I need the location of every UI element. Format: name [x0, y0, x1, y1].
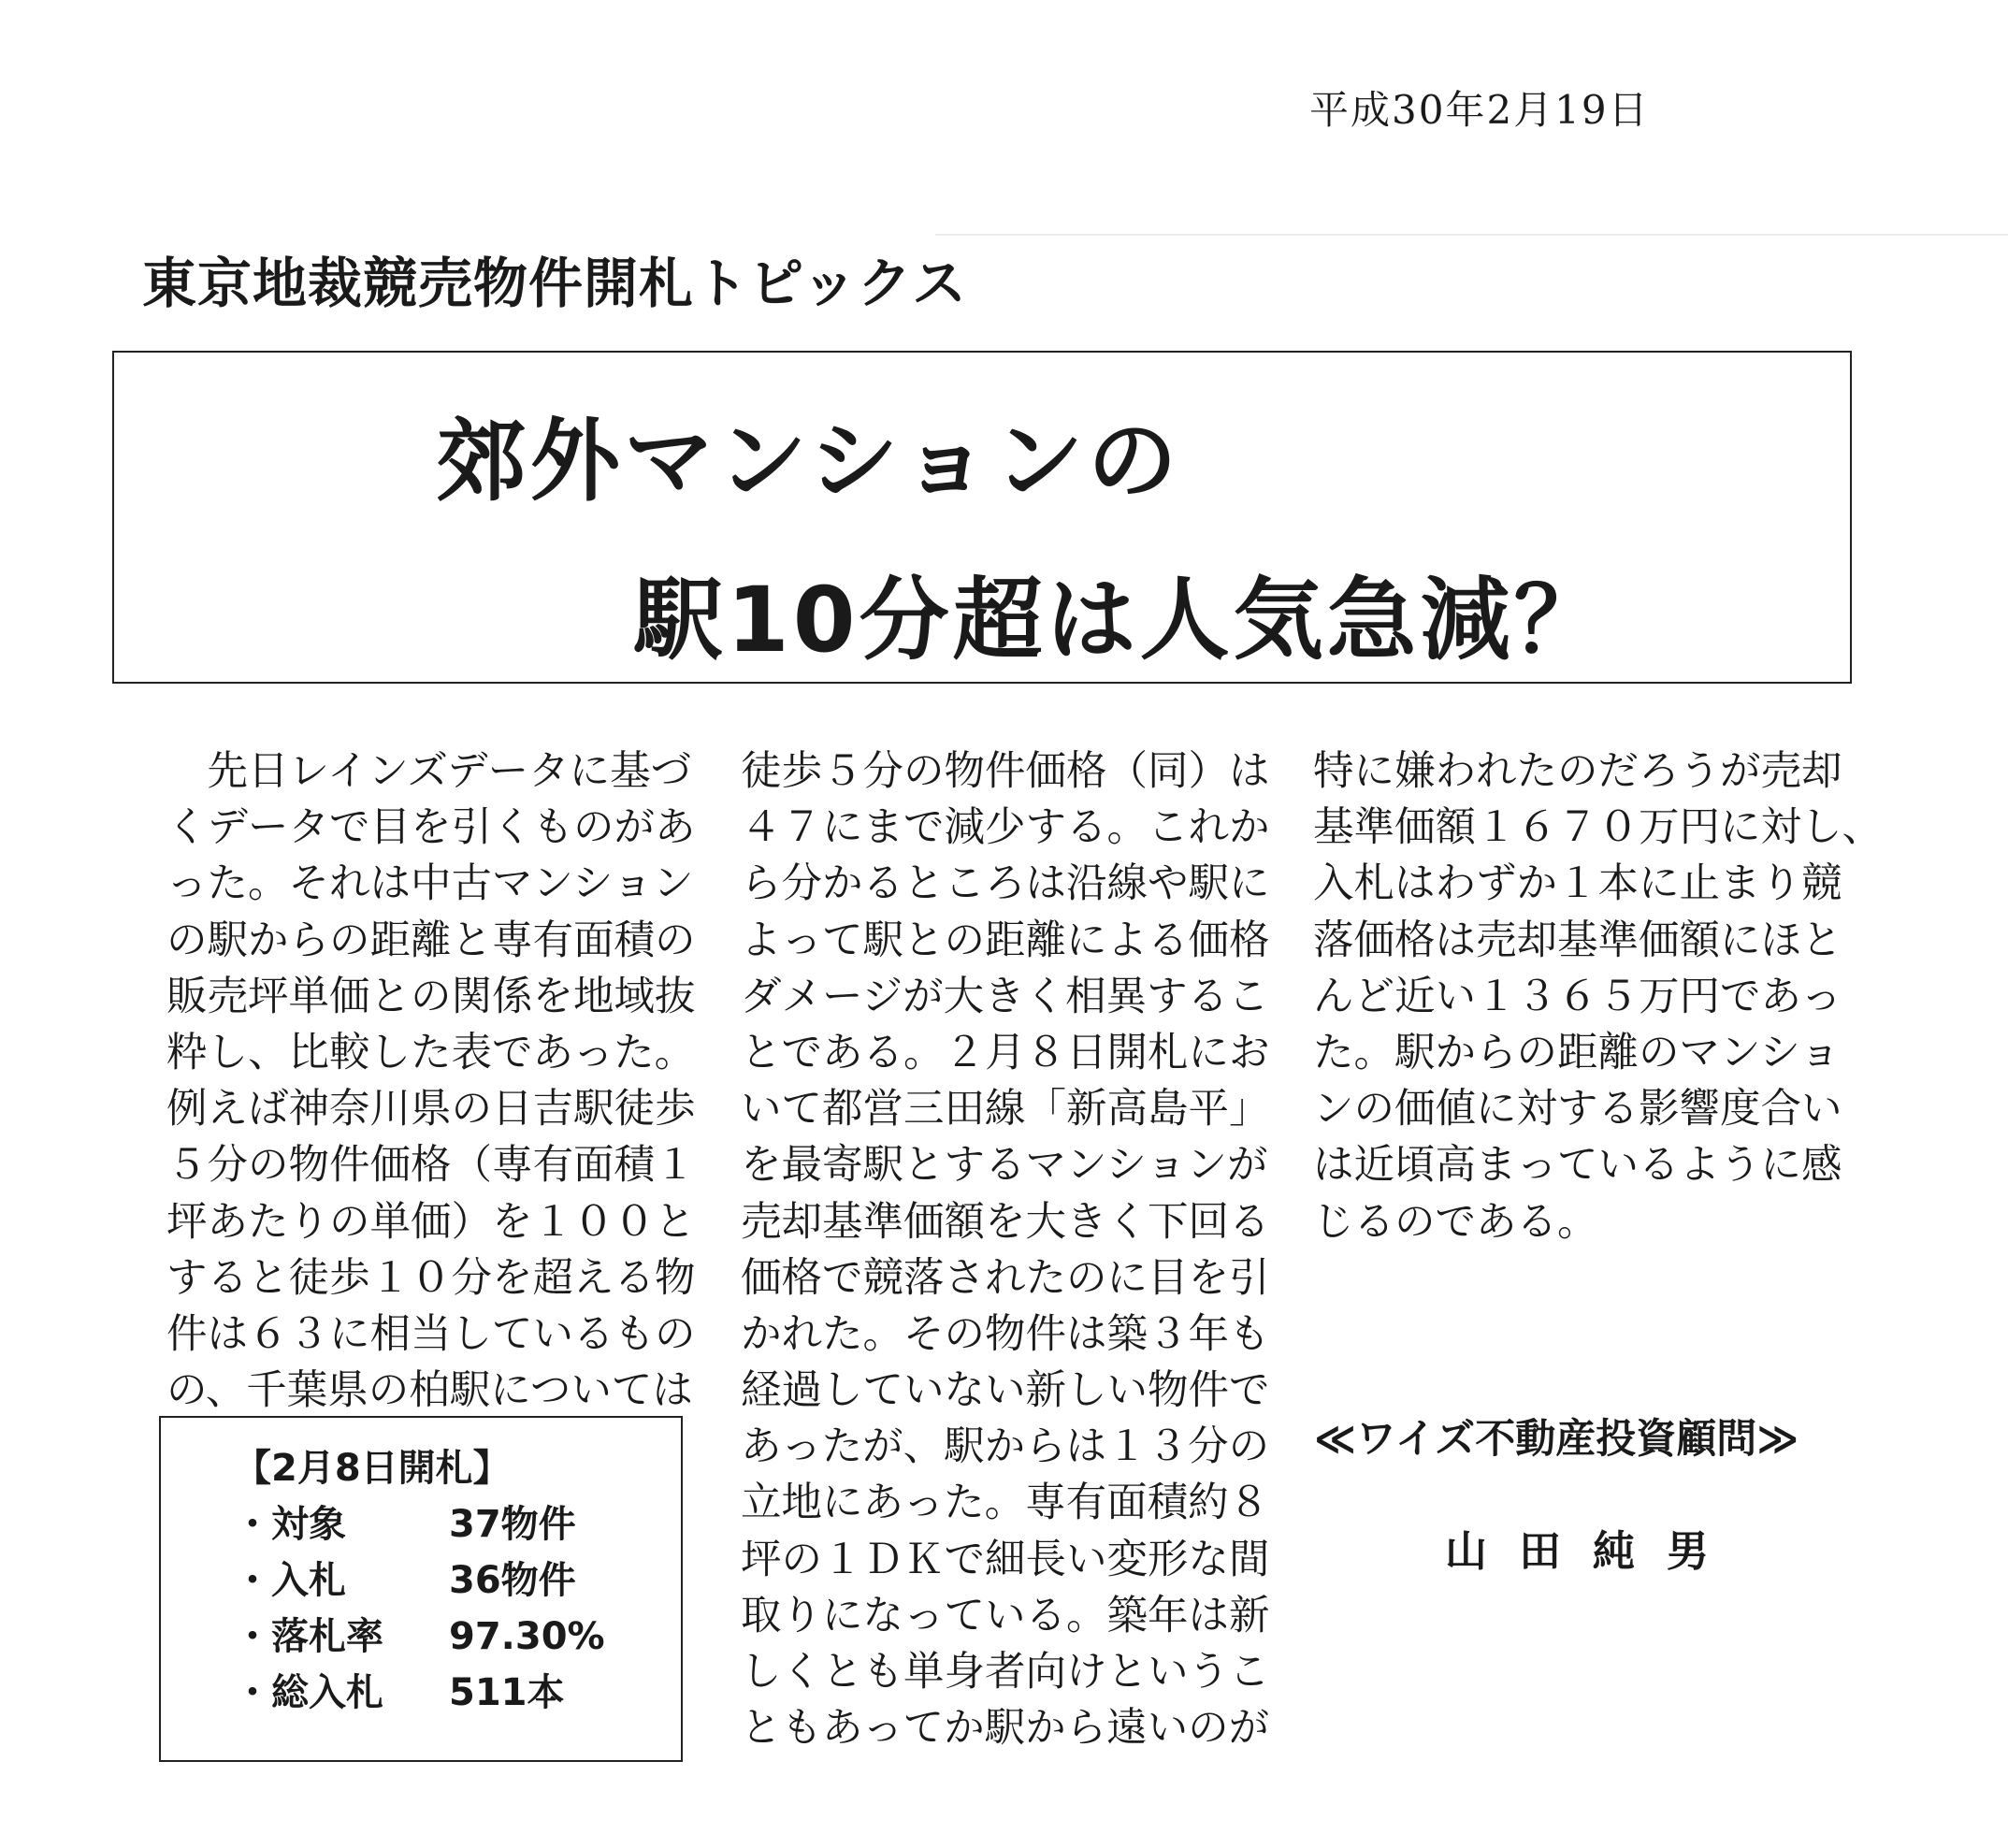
- article-line: った。それは中古マンション: [166, 860, 694, 908]
- article-line: は近頃高まっているように感: [1313, 1142, 1842, 1190]
- summary-row-target: [234, 1494, 576, 1548]
- article-line: 徒歩５分の物件価格（同）は: [741, 748, 1270, 795]
- article-line: 粋し、比較した表であった。: [166, 1029, 696, 1076]
- article-line: ら分かるところは沿線や駅に: [741, 860, 1270, 908]
- summary-row-rate: [234, 1607, 605, 1660]
- article-line: ともあってか駅から遠いのが: [741, 1705, 1270, 1753]
- article-line: 価格で競落されたのに目を引: [741, 1254, 1270, 1302]
- article-line: ダメージが大きく相異するこ: [741, 973, 1269, 1020]
- article-line: 先日レインズデータに基づ: [166, 748, 692, 795]
- article-column-1: [166, 744, 696, 1419]
- summary-label: ・落札率: [234, 1615, 383, 1658]
- article-line: 基準価額１６７０万円に対し、: [1313, 804, 1883, 852]
- article-line: 取りになっている。築年は新: [741, 1592, 1270, 1639]
- headline-line-1: 郊外マンションの: [437, 409, 1181, 513]
- article-line: しくとも単身者向けというこ: [741, 1649, 1270, 1696]
- article-line: 特に嫌われたのだろうが売却: [1313, 748, 1842, 795]
- article-line: の駅からの距離と専有面積の: [166, 917, 696, 964]
- article-line: すると徒歩１０分を超える物: [166, 1254, 696, 1302]
- summary-value: 37物件: [449, 1503, 576, 1546]
- article-line: よって駅との距離による価格: [741, 917, 1270, 964]
- article-line: んど近い１３６５万円であっ: [1313, 973, 1842, 1020]
- article-line: ５分の物件価格（専有面積１: [166, 1142, 696, 1190]
- document-date: 平成30年2月19日: [1309, 87, 1650, 133]
- article-line: かれた。その物件は築３年も: [741, 1310, 1270, 1358]
- summary-label: ・対象: [234, 1503, 346, 1546]
- article-line: 立地にあった。専有面積約８: [741, 1480, 1270, 1527]
- article-line: 経過していない新しい物件で: [741, 1367, 1270, 1415]
- summary-value: 97.30%: [449, 1615, 605, 1658]
- article-line: 販売坪単価との関係を地域抜: [166, 973, 696, 1020]
- article-line: 例えば神奈川県の日吉駅徒歩: [166, 1086, 696, 1133]
- auction-summary-box: [159, 1416, 683, 1762]
- headline-box: [112, 351, 1852, 684]
- article-line: 件は６３に相当しているもの: [166, 1310, 696, 1358]
- article-line: を最寄駅とするマンションが: [741, 1142, 1268, 1190]
- article-line: 入札はわずか１本に止まり競: [1313, 860, 1842, 908]
- author-name: 山田純男: [1445, 1526, 1741, 1576]
- article-column-3: [1313, 744, 1883, 1250]
- summary-row-total: [234, 1663, 565, 1716]
- summary-value: 511本: [449, 1671, 565, 1714]
- author-organization: ≪ワイズ不動産投資顧問≫: [1314, 1416, 1799, 1463]
- article-line: 売却基準価額を大きく下回る: [741, 1198, 1270, 1246]
- summary-value: 36物件: [449, 1559, 576, 1602]
- summary-row-bids: [234, 1551, 576, 1604]
- article-line: とである。２月８日開札にお: [741, 1029, 1270, 1076]
- article-line: 坪あたりの単価）を１００と: [166, 1198, 696, 1246]
- faint-rule: [935, 234, 2008, 236]
- summary-label: ・入札: [234, 1559, 346, 1602]
- article-line: 落価格は売却基準価額にほと: [1313, 917, 1842, 964]
- headline-line-2: 駅10分超は人気急減？: [633, 568, 1608, 672]
- article-line: いて都営三田線「新高島平」: [741, 1086, 1270, 1133]
- article-line: 坪の１ＤＫで細長い変形な間: [741, 1536, 1270, 1583]
- article-column-2: [741, 744, 1270, 1756]
- summary-title: 【2月8日開札】: [234, 1447, 511, 1490]
- article-line: の、千葉県の柏駅については: [166, 1367, 693, 1415]
- summary-label: ・総入札: [234, 1671, 383, 1714]
- article-line: た。駅からの距離のマンショ: [1313, 1029, 1841, 1076]
- article-line: ンの価値に対する影響度合い: [1313, 1086, 1842, 1133]
- article-line: ４７にまで減少する。これか: [741, 804, 1270, 852]
- article-line: じるのである。: [1313, 1198, 1598, 1246]
- article-line: くデータで目を引くものがあ: [166, 804, 696, 852]
- article-line: あったが、駅からは１３分の: [741, 1423, 1270, 1471]
- series-title: 東京地裁競売物件開札トピックス: [142, 252, 968, 315]
